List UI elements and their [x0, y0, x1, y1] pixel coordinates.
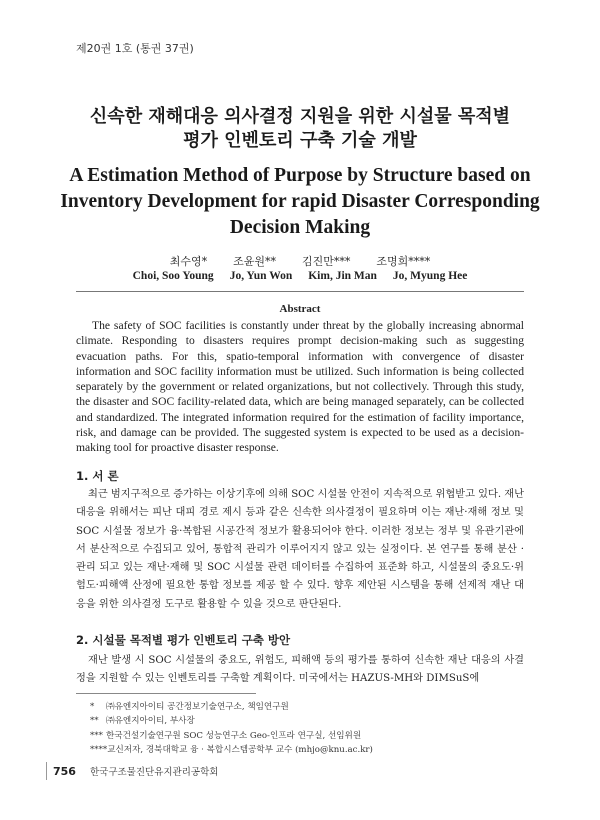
footnote: ****교신저자, 경북대학교 융 · 복합시스템공학부 교수 (mhjo@knu.ac.kr) [90, 745, 373, 756]
korean-title-line-1: 신속한 재해대응 의사결정 지원을 위한 시설물 목적별 [89, 106, 511, 127]
section-2-text: 재난 발생 시 SOC 시설물의 중요도, 위험도, 피해액 등의 평가를 통하여 신속한 재난 대응의 사결정을 지원할 수 있는 인벤토리를 구축할 계획이다. 미국에서는 HAZUS-MH와 DIMSuS에 [76, 655, 524, 685]
footer-bar [46, 762, 47, 780]
author-english: Kim, Jin Man [308, 270, 377, 282]
author-english: Jo, Myung Hee [392, 270, 468, 282]
page-number: 756 [53, 764, 76, 778]
section-1-heading: 1. 서 론 [76, 469, 119, 483]
page-footer [46, 762, 218, 780]
author-english: Choi, Soo Young [132, 270, 214, 282]
abstract-heading: Abstract [279, 303, 321, 315]
english-title-line-3: Decision Making [229, 217, 371, 238]
footnotes [90, 700, 530, 758]
journal-name: 한국구조물진단유지관리공학회 [89, 767, 219, 778]
author-korean: 김진만*** [302, 255, 351, 268]
author-korean: 최수영* [169, 255, 208, 268]
authors-english [60, 270, 540, 282]
authors-korean [60, 253, 540, 269]
author-english: Jo, Yun Won [229, 270, 293, 282]
english-title-line-1: A Estimation Method of Purpose by Structure based on [69, 165, 531, 186]
footnote-divider [76, 693, 256, 694]
korean-title-line-2: 평가 인벤토리 구축 기술 개발 [183, 130, 417, 151]
section-2-heading: 2. 시설물 목적별 평가 인벤토리 구축 방안 [76, 633, 291, 647]
english-title-line-2: Inventory Development for rapid Disaster Corresponding [60, 191, 540, 212]
section-1-text: 최근 범지구적으로 증가하는 이상기후에 의해 SOC 시설물 안전이 지속적으로 위협받고 있다. 재난대응을 위해서는 피난 대피 경로 제시 등과 같은 신속한 의사결정이 필요하며 이는 재난·재해 정보 및 SOC 시설물 정보가 융·복합된 시공간적 정보가 활용되어야 한다. 이러한 정보는 정부 및 유관기관에서 분산적으로 수집되고 있어, 통합적 관리가 이루어지지 않고 있는 실정이다. 본 연구를 통해 분산 · 관리 되고 있는 재난·재해 및 SOC 시설물 관련 데이터를 수집하여 표준화 하고, 시설물의 중요도·위험도·피해액 산정에 필요한 통합 정보를 제공 할 수 있다. 향후 제안된 시스템을 통해 선제적 재난 대응을 위한 의사결정 도구로 활용할 수 있을 것으로 판단된다. [76, 489, 524, 610]
abstract-text: The safety of SOC facilities is constantly under threat by the globally increasing abnormal climate. Responding to disasters requires prompt decision-making such as suggesting evacuation paths. For this, spatio-temporal information with convergence of disaster information and SOC facility information must be utilized. Such information is being collected separately by the government or related organizations, but not collectively. Through this study, the disaster and SOC facility-related data, which are being managed separately, can be collected and standardized. The integrated information required for the estimation of facility importance, risk, and damage can be provided. The suggested system is expected to be used as a decision-making tool for proactive disaster response. [76, 319, 524, 455]
footnote: ** ㈜유엔지아이티, 부사장 [90, 716, 195, 727]
author-korean: 조명희**** [376, 255, 431, 268]
footnote: * ㈜유엔지아이티 공간정보기술연구소, 책임연구원 [90, 702, 289, 712]
running-head: 제20권 1호 (통권 37권) [76, 42, 194, 55]
footnote: *** 한국건설기술연구원 SOC 성능연구소 Geo-인프라 연구실, 선임위원 [90, 730, 362, 741]
author-korean: 조윤원** [233, 255, 276, 268]
header-divider [76, 291, 524, 292]
